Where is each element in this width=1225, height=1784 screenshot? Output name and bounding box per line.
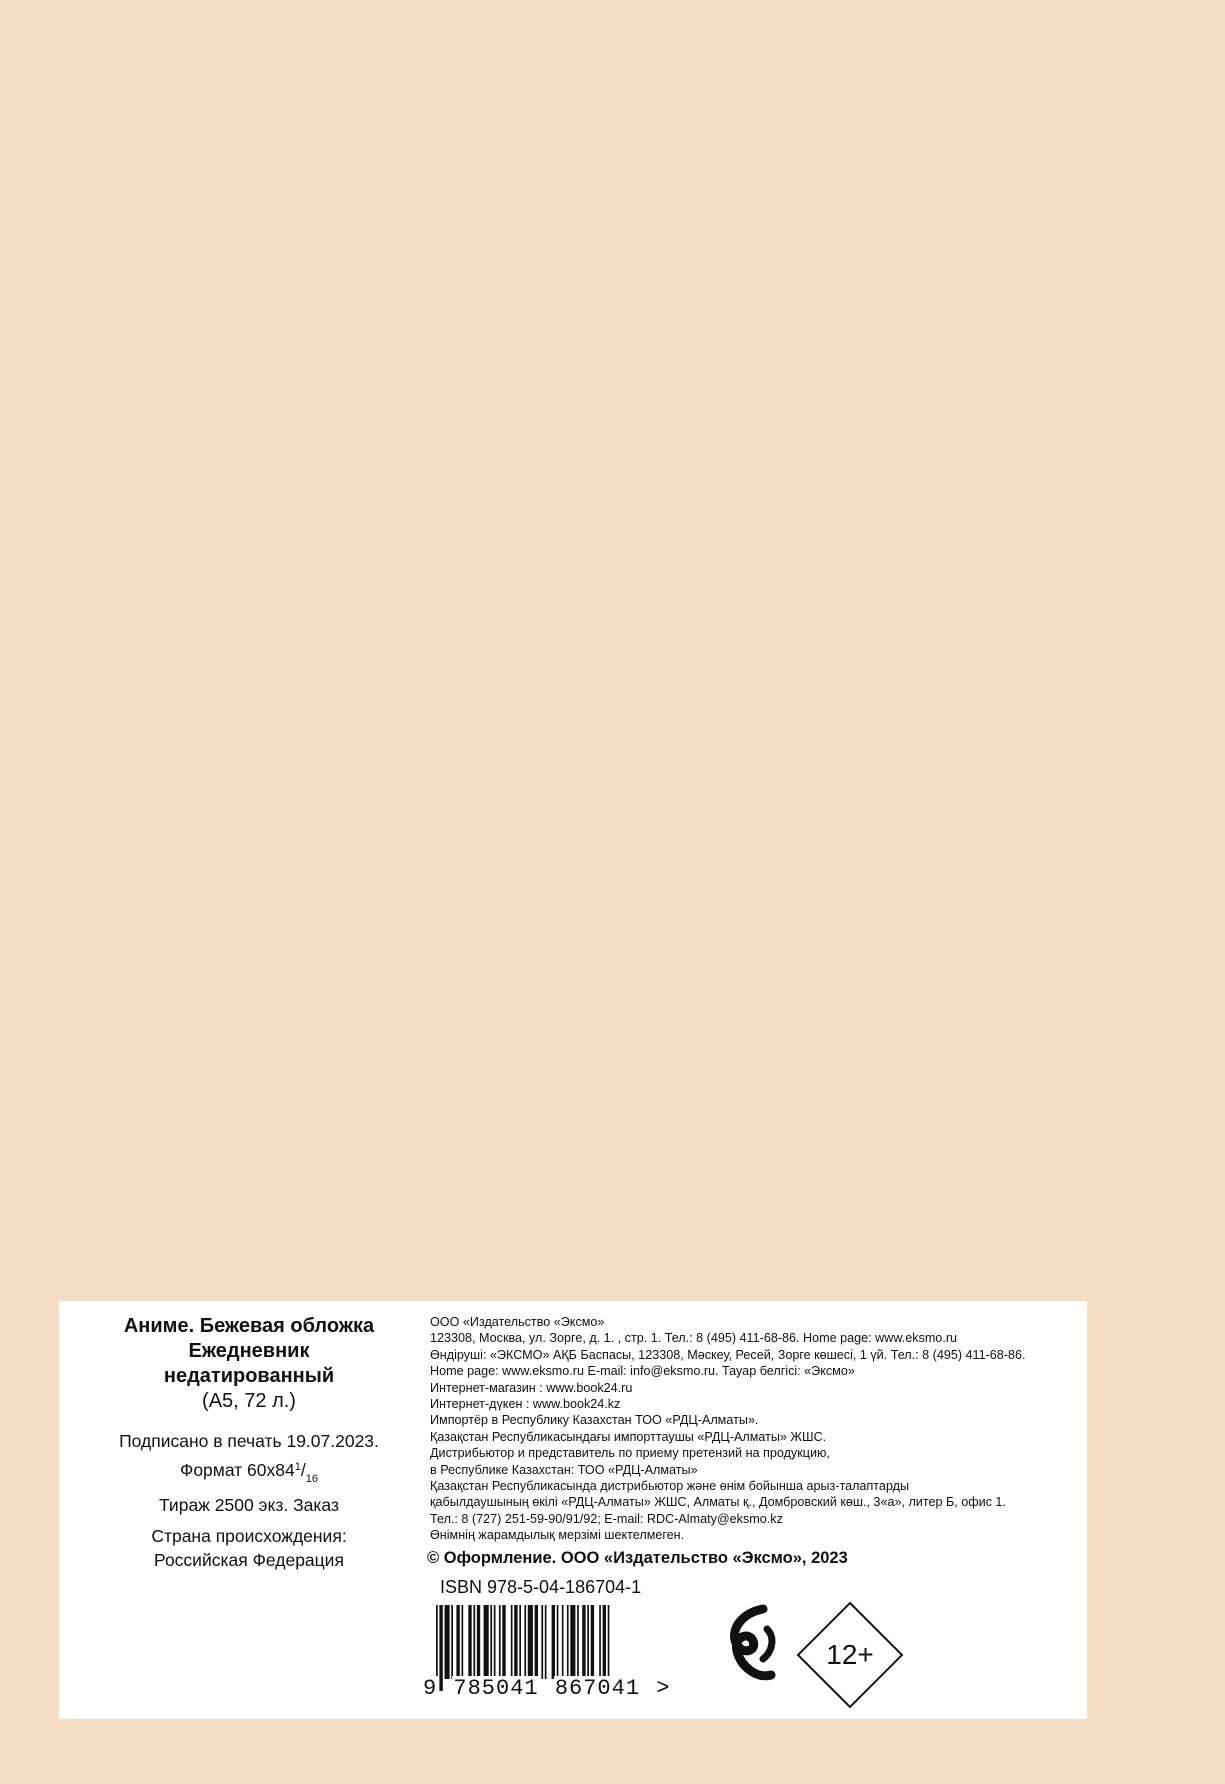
signed-date: Подписано в печать 19.07.2023.	[119, 1431, 379, 1451]
print-details	[59, 1428, 439, 1518]
barcode-bar	[552, 1605, 555, 1679]
isbn-number: ISBN 978-5-04-186704-1	[440, 1577, 642, 1597]
barcode-bar	[456, 1605, 459, 1679]
publisher-line: Өнімнің жарамдылық мерзімі шектелмеген.	[430, 1528, 685, 1543]
product-info	[59, 1301, 439, 1572]
publisher-line: 123308, Москва, ул. Зорге, д. 1. , стр. 1. Тел.: 8 (495) 411-68-86. Home page: www.eksmo.ru	[430, 1331, 958, 1346]
publisher-line: Қазақстан Республикасындағы импорттаушы «РДЦ-Алматы» ЖШС.	[430, 1429, 827, 1444]
print-run: Тираж 2500 экз. Заказ	[159, 1495, 339, 1515]
barcode-bar	[462, 1605, 464, 1679]
format-text: Формат 60х84	[180, 1460, 295, 1480]
publisher-line: Өндіруші: «ЭКСМО» АҚБ Баспасы, 123308, Мәскеу, Ресей, Зорге көшесі, 1 үй. Тел.: 8 (495) 411-68-86.	[430, 1347, 1026, 1362]
publisher-info	[430, 1314, 1080, 1544]
title-line: недатированный	[163, 1365, 335, 1387]
barcode-first-digit: 9	[423, 1676, 438, 1701]
title-line: Ежедневник	[188, 1340, 310, 1362]
publisher-line: Интернет-дүкен : www.book24.kz	[430, 1397, 621, 1412]
publisher-line: Импортёр в Республику Казахстан ТОО «РДЦ-Алматы».	[430, 1413, 759, 1428]
publisher-line: в Республике Казахстан: ТОО «РДЦ-Алматы»	[430, 1462, 698, 1477]
format-sub: 16	[305, 1473, 318, 1485]
copyright-notice: © Оформление. ООО «Издательство «Эксмо», 2023	[427, 1549, 848, 1567]
barcode-bar	[570, 1605, 575, 1679]
barcode-bar	[557, 1605, 559, 1679]
barcode-bar	[502, 1605, 505, 1679]
format-slash: /	[300, 1460, 306, 1480]
title-line: Аниме. Бежевая обложка	[123, 1315, 375, 1337]
country-value: Российская Федерация	[154, 1550, 344, 1570]
country-block	[59, 1524, 439, 1572]
format-sup: 1	[294, 1461, 301, 1473]
barcode-bar	[477, 1605, 480, 1679]
barcode-bar	[514, 1605, 517, 1679]
publisher-line: Тел.: 8 (727) 251-59-90/91/92; E-mail: RDC-Almaty@eksmo.kz	[430, 1511, 783, 1526]
publisher-line: ООО «Издательство «Эксмо»	[430, 1315, 605, 1329]
barcode-bar	[490, 1605, 492, 1679]
publisher-line: Дистрибьютор и представитель по приему претензий на продукцию,	[430, 1446, 830, 1461]
barcode-end-mark: >	[656, 1676, 671, 1701]
barcode-bar	[494, 1605, 496, 1679]
barcode-bar	[591, 1605, 594, 1679]
barcode-bar	[577, 1605, 579, 1679]
barcode-digits	[422, 1676, 671, 1701]
imprint-label	[59, 1301, 1087, 1719]
barcode-bar	[535, 1605, 538, 1679]
publisher-line: қабылдаушының өкілі «РДЦ-Алматы» ЖШС, Алматы қ., Домбровский көш., 3«а», литер Б, офис 1.	[430, 1495, 1006, 1510]
country-label: Страна происхождения:	[151, 1526, 347, 1546]
publisher-line: Home page: www.eksmo.ru E-mail: info@eksmo.ru. Тауар белгісі: «Эксмо»	[430, 1364, 855, 1379]
barcode-bar	[562, 1605, 564, 1679]
publisher-line: Интернет-магазин : www.book24.ru	[430, 1380, 633, 1395]
barcode-left-group: 785041	[453, 1676, 539, 1701]
barcode-bar	[451, 1605, 453, 1679]
product-title	[59, 1314, 439, 1414]
barcode-bar	[541, 1605, 543, 1679]
barcode-bar	[484, 1605, 489, 1679]
barcode-bar	[528, 1605, 533, 1679]
barcode-bar	[445, 1605, 450, 1679]
barcode-bar	[582, 1605, 585, 1679]
publisher-line: Қазақстан Республикасында дистрибьютор және өнім бойынша арыз-талаптарды	[430, 1479, 910, 1494]
barcode-right-group: 867041	[554, 1676, 641, 1701]
barcode-bar	[473, 1605, 475, 1679]
barcode-bar	[468, 1605, 471, 1679]
eksmo-logo-icon	[723, 1601, 783, 1685]
barcode-bar	[599, 1605, 601, 1679]
barcode-bar	[545, 1605, 547, 1679]
barcode-bar	[587, 1605, 589, 1679]
barcode-bar	[499, 1605, 501, 1679]
product-size: (А5, 72 л.)	[202, 1390, 296, 1412]
format-line	[59, 1454, 439, 1492]
barcode-bar	[511, 1605, 513, 1679]
age-rating: 12+	[826, 1639, 874, 1670]
barcode-bar	[567, 1605, 569, 1679]
